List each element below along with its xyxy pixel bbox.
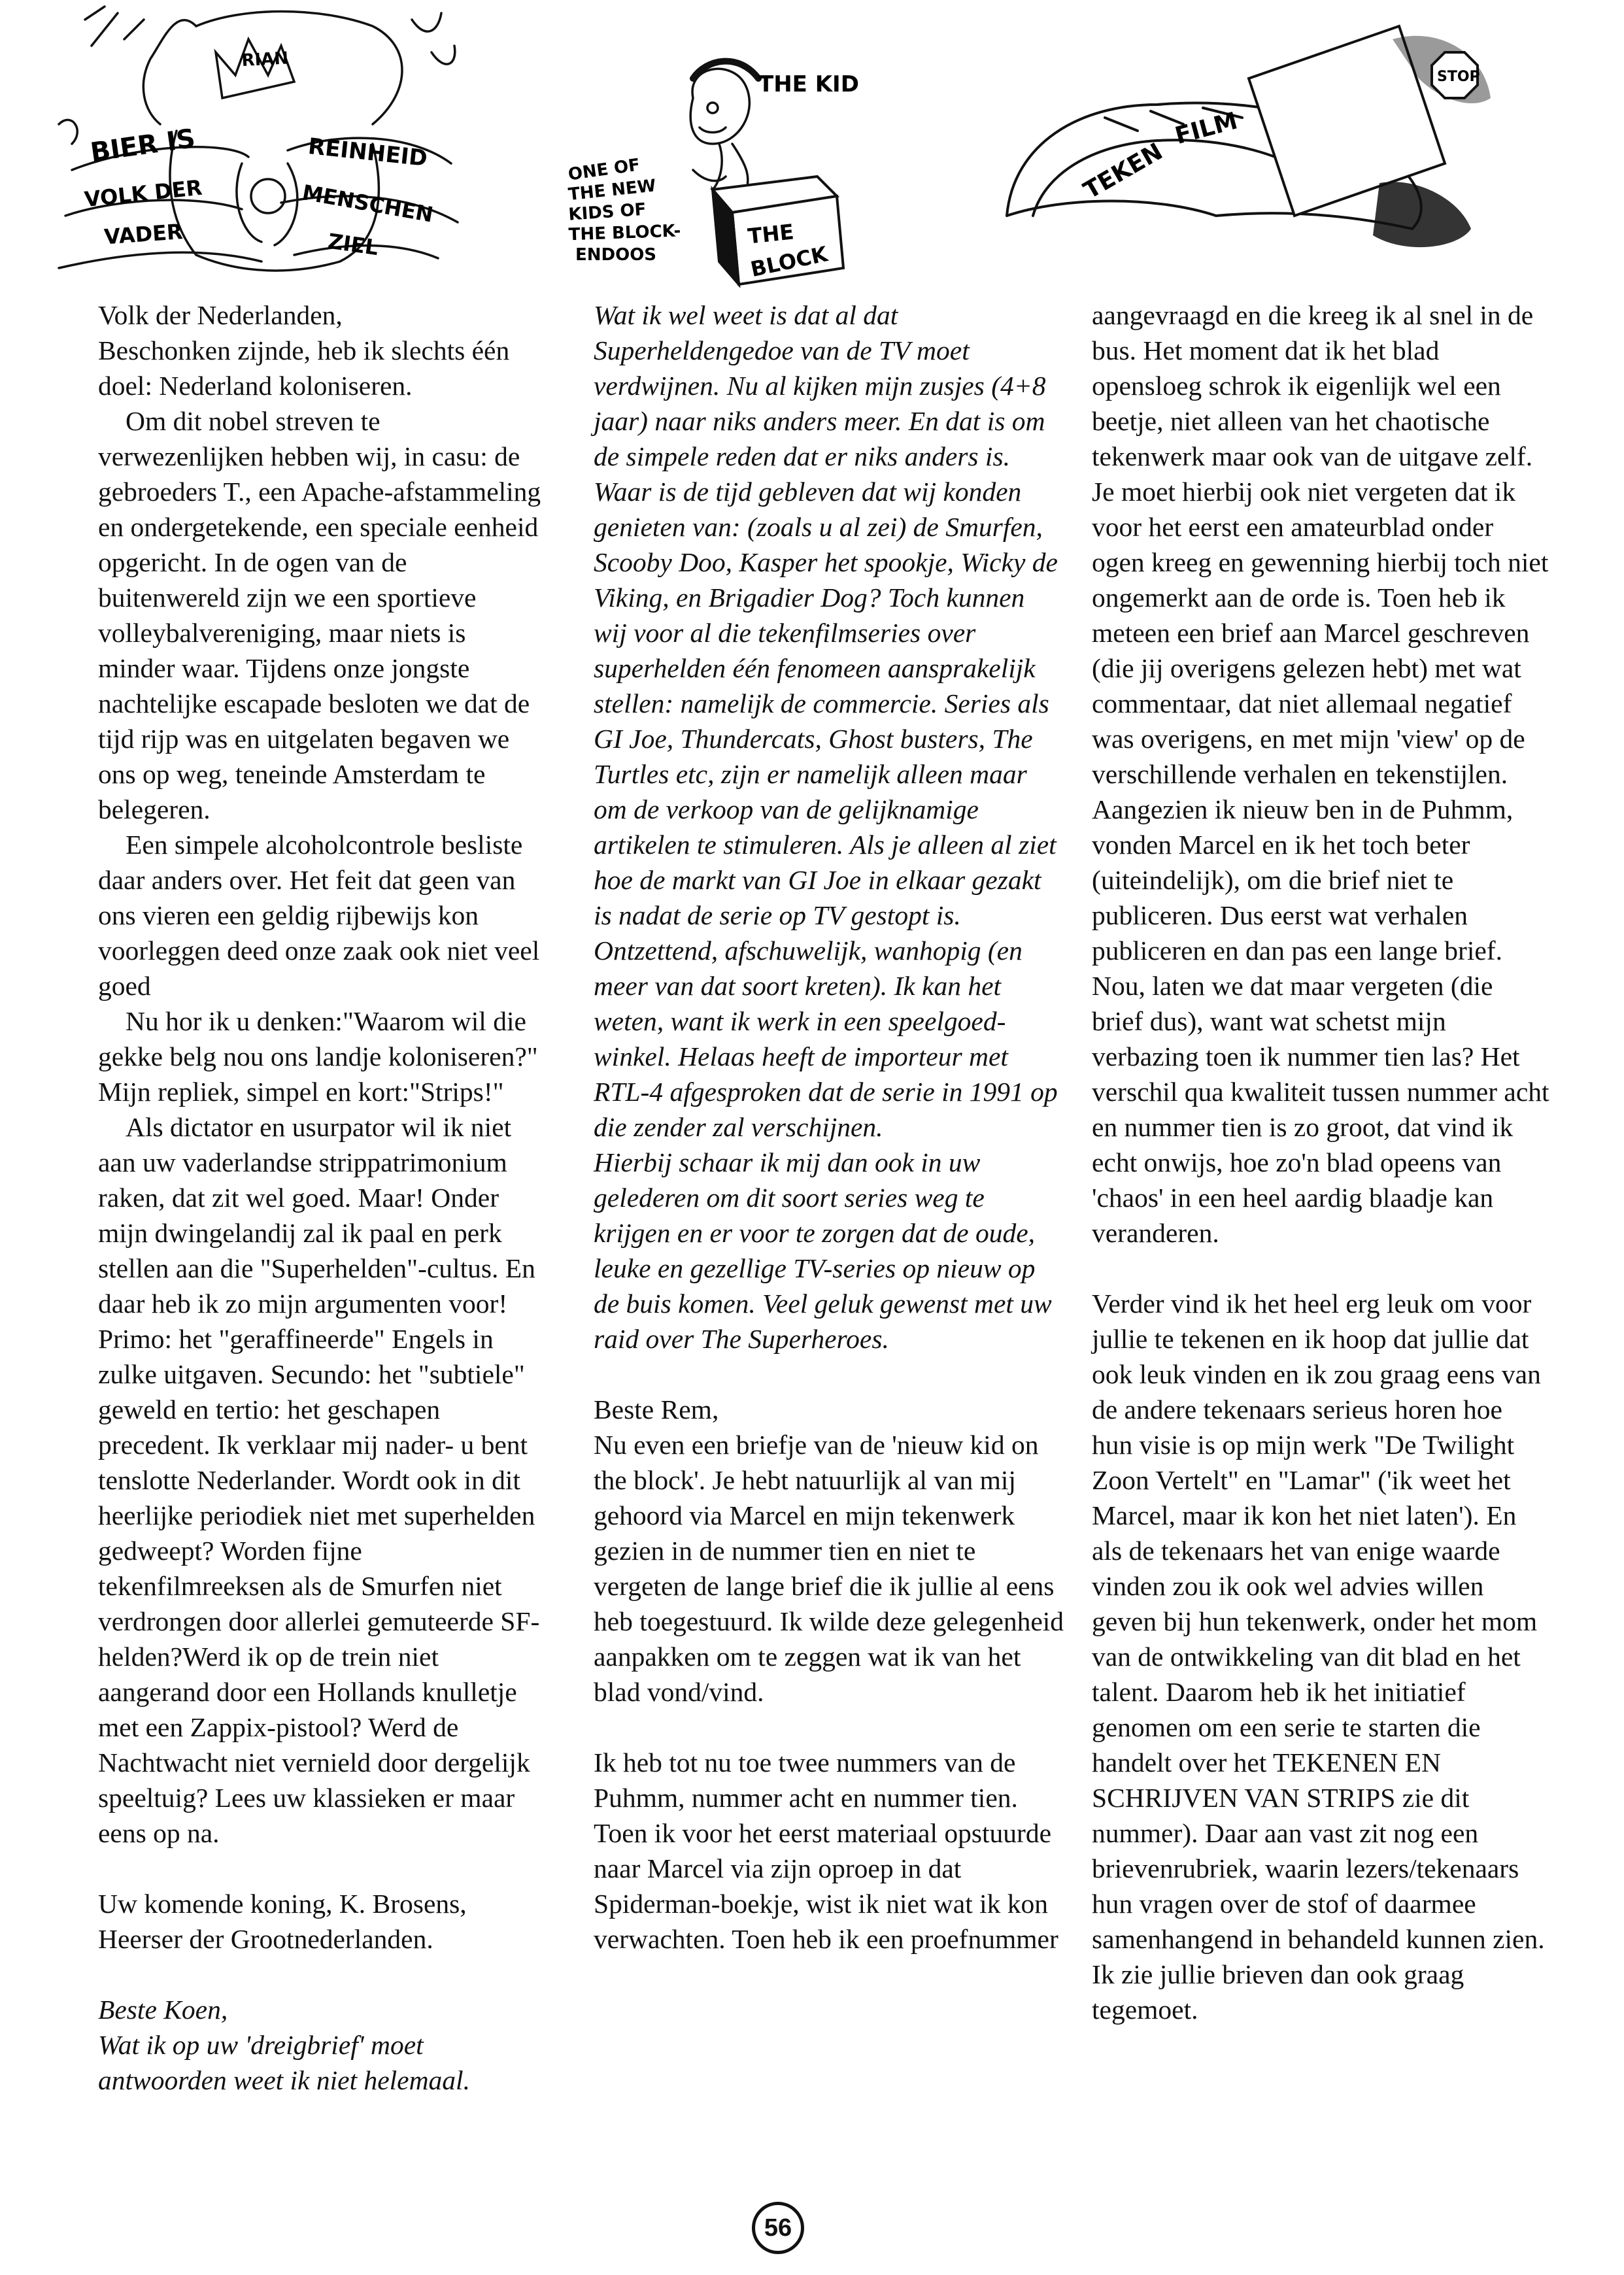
doodle-left-text-6: ZIEL <box>326 228 381 261</box>
doodle-beer-crown <box>46 0 464 281</box>
doodle-kid-caption-5: ENDOOS <box>575 245 657 265</box>
doodle-left-text-3: VADER <box>103 219 184 250</box>
col2-paragraph-2: Ik heb tot nu toe twee nummers van de Puhmm, nummer acht en nummer tien. Toen ik voor het eerst materiaal opstuurde naar Marcel via zijn oproep in dat Spiderman-boekje, wist ik niet wat ik kon verwachten. Toen heb ik een proefnummer <box>594 1747 1058 1954</box>
doodle-kid-caption-1: ONE OF <box>567 155 641 185</box>
doodle-left-text-1: BIER IS <box>88 123 197 168</box>
spacer <box>98 1957 549 1992</box>
spacer <box>594 1357 1064 1392</box>
doodle-kid-box-text-2: BLOCK <box>748 241 830 282</box>
doodle-kid-caption-3: KIDS OF <box>567 199 647 225</box>
col2-reply-continued: Wat ik wel weet is dat al dat Superheldengedoe van de TV moet verdwijnen. Nu al kijken mijn zusjes (4+8 jaar) naar niks anders meer. En dat is om de simpele reden dat er niks anders is. Waar is de tijd gebleven dat wij konden genieten van: (zoals u al zei) de Smurfen, Scooby Doo, Kasper het spookje, Wicky de Viking, en Brigadier Dog? Toch kunnen wij voor al die tekenfilmseries over superhelden één fenomeen aansprakelijk stellen: namelijk de commercie. Series als GI Joe, Thundercats, Ghost busters, The Turtles etc, zijn er namelijk alleen maar om de verkoop van de gelijknamige artikelen te stimuleren. Als je alleen al ziet hoe de markt van GI Joe in elkaar gezakt is nadat de serie op TV gestopt is. Ontzettend, afschuwelijk, wanhopig (en meer van dat soort kreten). Ik kan het weten, want ik werk in een speelgoed-winkel. Helaas heeft de importeur met RTL-4 afgesproken dat de serie in 1991 op die zender zal verschijnen. Hierbij schaar ik mij dan ook in uw gelederen om dit soort series weg te krijgen en er voor te zorgen dat de oude, leuke en gezellige TV-series op nieuw op de buis komen. Veel geluk gewenst met uw raid over The Superheroes. <box>594 300 1058 1354</box>
doodle-left-text-5: MENSCHEN <box>300 180 435 228</box>
doodle-kid-caption-2: THE NEW <box>567 176 657 205</box>
text-column-2 <box>594 297 1064 1957</box>
the-kid-drawing <box>562 52 928 288</box>
doodle-left-text-4: REINHEID <box>307 133 429 172</box>
spacer <box>594 1710 1064 1745</box>
col1-paragraph-3: Een simpele alcoholcontrole besliste daar anders over. Het feit dat geen van ons vieren een geldig rijbewijs kon voorleggen deed onze zaak ook niet veel goed <box>98 830 540 1001</box>
spacer <box>98 1851 549 1886</box>
doodle-kid-box-text-1: THE <box>747 219 796 249</box>
col2-greeting: Beste Rem, <box>594 1394 719 1424</box>
text-column-1 <box>98 297 549 2098</box>
beer-crown-drawing <box>46 0 464 281</box>
col1-paragraph-5: Als dictator en usurpator wil ik niet aan uw vaderlandse strippatrimonium raken, dat zit wel goed. Maar! Onder mijn dwingelandij zal ik paal en perk stellen aan die "Superhelden"-cultus. En daar heb ik zo mijn argumenten voor! Primo: het "geraffineerde" Engels in zulke uitgaven. Secundo: het "subtiele" geweld en tertio: het geschapen precedent. Ik verklaar mij nader- u bent tenslotte Nederlander. Wordt ook in dit heerlijke periodiek niet met superhelden gedweept? Worden fijne tekenfilmreeksen als de Smurfen niet verdrongen door allerlei gemuteerde SF-helden?Werd ik op de trein niet aangerand door een Hollands knulletje met een Zappix-pistool? Werd de Nachtwacht niet vernield door dergelijk speeltuig? Lees uw klassieken er maar eens op na. <box>98 1112 540 1848</box>
doodle-the-kid <box>562 52 928 288</box>
doodle-right-text-1: TEKEN <box>1079 138 1168 205</box>
doodle-kid-title: THE KID <box>758 71 859 97</box>
col2-paragraph-1: Nu even een briefje van de 'nieuw kid on the block'. Je hebt natuurlijk al van mij gehoord via Marcel en mijn tekenwerk gezien in de nummer tien en niet te vergeten de lange brief die ik jullie al eens heb toegestuurd. Ik wilde deze gelegenheid aanpakken om te zeggen wat ik van het blad vond/vind. <box>594 1430 1064 1707</box>
doodle-right-text-2: FILM <box>1172 107 1241 150</box>
spacer <box>1092 1251 1549 1286</box>
doodle-teken-film <box>987 0 1497 281</box>
col1-paragraph-2: Om dit nobel streven te verwezenlijken hebben wij, in casu: de gebroeders T., een Apache-afstammeling en ondergetekende, een speciale eenheid opgericht. In de ogen van de buitenwereld zijn we een sportieve volleybalvereniging, maar niets is minder waar. Tijdens onze jongste nachtelijke escapade besloten we dat de tijd rijp was en uitgelaten begaven we ons op weg, teneinde Amsterdam te belegeren. <box>98 406 541 824</box>
col3-paragraph-1: aangevraagd en die kreeg ik al snel in de bus. Het moment dat ik het blad opensloeg schrok ik eigenlijk wel een beetje, niet alleen van het chaotische tekenwerk maar ook van de uitgave zelf. Je moet hierbij ook niet vergeten dat ik voor het eerst een amateurblad onder ogen kreeg en gewenning hierbij toch niet ongemerkt aan de orde is. Toen heb ik meteen een brief aan Marcel geschreven (die jij overigens gelezen hebt) met wat commentaar, dat niet allemaal negatief was overigens, en met mijn 'view' op de verschillende verhalen en tekenstijlen. Aangezien ik nieuw ben in de Puhmm, vonden Marcel en ik het toch beter (uiteindelijk), om die brief niet te publiceren. Dus eerst wat verhalen publiceren en dan pas een lange brief. Nou, laten we dat maar vergeten (die brief dus), want wat schetst mijn verbazing toen ik nummer tien las? Het verschil qua kwaliteit tussen nummer acht en nummer tien is zo groot, dat vind ik echt onwijs, hoe zo'n blad opeens van 'chaos' in een heel aardig blaadje kan veranderen. <box>1092 300 1549 1248</box>
col1-paragraph-4: Nu hor ik u denken:"Waarom wil die gekke belg nou ons landje koloniseren?" Mijn repliek, simpel en kort:"Strips!" <box>98 1006 538 1107</box>
teken-film-drawing <box>987 0 1497 281</box>
col1-reply-start: Beste Koen, Wat ik op uw 'dreigbrief' moet antwoorden weet ik niet helemaal. <box>98 1995 470 2095</box>
doodle-right-stop-sign: STOP <box>1437 69 1480 85</box>
col3-paragraph-2: Verder vind ik het heel erg leuk om voor jullie te tekenen en ik hoop dat jullie dat ook leuk vinden en ik zou graag eens van de andere tekenaars serieus horen hoe hun visie is op mijn werk "De Twilight Zoon Vertelt" en "Lamar" ('ik weet het Marcel, maar ik kon het niet laten'). En als de tekenaars het van enige waarde vinden zou ik ook wel advies willen geven bij hun tekenwerk, onder het mom van de ontwikkeling van dit blad en het talent. Daarom heb ik het initiatief genomen om een serie te starten die handelt over het TEKENEN EN SCHRIJVEN VAN STRIPS zie dit nummer). Daar aan vast zit nog een brievenrubriek, waarin lezers/tekenaars hun vragen over de stof of daarmee samenhangend in behandeld kunnen zien. Ik zie jullie brieven dan ook graag tegemoet. <box>1092 1289 1545 2025</box>
text-column-3 <box>1092 297 1549 2027</box>
doodle-left-text-2: VOLK DER <box>83 175 203 212</box>
doodle-kid-caption-4: THE BLOCK- <box>568 221 681 245</box>
page-number: 56 <box>752 2202 804 2254</box>
col1-opening: Volk der Nederlanden, Beschonken zijnde, heb ik slechts één doel: Nederland koloniseren. <box>98 300 510 401</box>
doodle-left-crown-text: RIAN <box>241 48 289 71</box>
col1-signature: Uw komende koning, K. Brosens, Heerser der Grootnederlanden. <box>98 1889 467 1954</box>
